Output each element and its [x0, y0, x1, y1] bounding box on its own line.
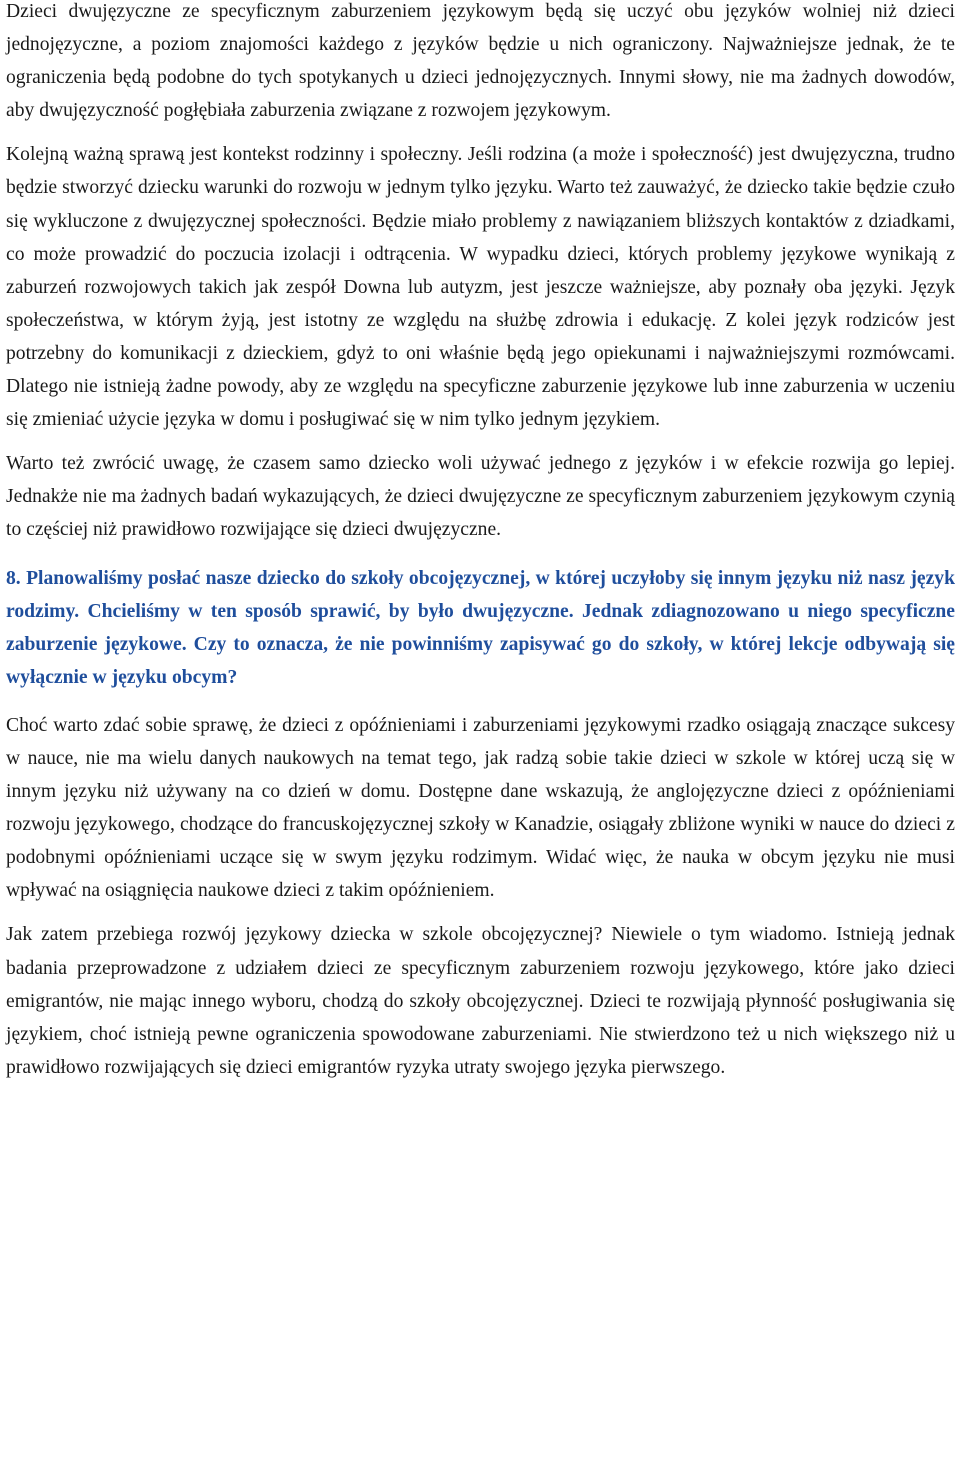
paragraph: Kolejną ważną sprawą jest kontekst rodzinny i społeczny. Jeśli rodzina (a może i społeczność) jest dwujęzyczna, trudno będzie stworzyć dziecku warunki do rozwoju w jednym tylko języku. Warto też zauważyć, że dziecko takie będzie czuło się wykluczone z dwujęzycznej społeczności. Będzie miało problemy z nawiązaniem bliższych kontaktów z dziadkami, co może prowadzić do poczucia izolacji i odtrącenia. W wypadku dzieci, których problemy językowe wynikają z zaburzeń rozwojowych takich jak zespół Downa lub autyzm, jest jeszcze ważniejsze, aby poznały oba języki. Język społeczeństwa, w którym żyją, jest istotny ze względu na służbę zdrowia i edukację. Z kolei język rodziców jest potrzebny do komunikacji z dzieckiem, gdyż to oni właśnie będą jego opiekunami i najważniejszymi rozmówcami. Dlatego nie istnieją żadne powody, aby ze względu na specyficzne zaburzenie językowe lub inne zaburzenia w uczeniu się zmieniać użycie języka w domu i posługiwać się w nim tylko jednym językiem.: [6, 144, 955, 431]
question-heading: 8. Planowaliśmy posłać nasze dziecko do szkoły obcojęzycznej, w której uczyłoby się innym języku niż nasz język rodzimy. Chcieliśmy w ten sposób sprawić, by było dwujęzyczne. Jednak zdiagnozowano u niego specyficzne zaburzenie językowe. Czy to oznacza, że nie powinniśmy zapisywać go do szkoły, w której lekcje odbywają się wyłącznie w języku obcym?: [6, 567, 955, 688]
paragraph: Dzieci dwujęzyczne ze specyficznym zaburzeniem językowym będą się uczyć obu języków wolniej niż dzieci jednojęzyczne, a poziom znajomości każdego z języków będzie u nich ograniczony. Najważniejsze jednak, że te ograniczenia będą podobne do tych spotykanych u dzieci jednojęzycznych. Innymi słowy, nie ma żadnych dowodów, aby dwujęzyczność pogłębiała zaburzenia związane z rozwojem językowym.: [6, 1, 955, 122]
answer-paragraph: Jak zatem przebiega rozwój językowy dziecka w szkole obcojęzycznej? Niewiele o tym wiadomo. Istnieją jednak badania przeprowadzone z udziałem dzieci ze specyficznym zaburzeniem rozwoju językowego, które jako dzieci emigrantów, nie mając innego wyboru, chodzą do szkoły obcojęzycznej. Dzieci te rozwijają płynność posługiwania się językiem, choć istnieją pewne ograniczenia spowodowane zaburzeniami. Nie stwierdzono też u nich większego niż u prawidłowo rozwijających się dzieci emigrantów ryzyka utraty swojego języka pierwszego.: [6, 924, 955, 1078]
paragraph: Warto też zwrócić uwagę, że czasem samo dziecko woli używać jednego z języków i w efekcie rozwija go lepiej. Jednakże nie ma żadnych badań wykazujących, że dzieci dwujęzyczne ze specyficznym zaburzeniem językowym czynią to częściej niż prawidłowo rozwijające się dzieci dwujęzyczne.: [6, 453, 955, 541]
answer-paragraph: Choć warto zdać sobie sprawę, że dzieci z opóźnieniami i zaburzeniami językowymi rzadko osiągają znaczące sukcesy w nauce, nie ma wielu danych naukowych na temat tego, jak radzą sobie takie dzieci w szkole w której uczą się w innym języku niż używany na co dzień w domu. Dostępne dane wskazują, że anglojęzyczne dzieci z opóźnieniami rozwoju językowego, chodzące do francuskojęzycznej szkoły w Kanadzie, osiągały zbliżone wyniki w nauce do dzieci z podobnymi opóźnieniami uczące się w swym języku rodzimym. Widać więc, że nauka w obcym języku nie musi wpływać na osiągnięcia naukowe dzieci z takim opóźnieniem.: [6, 714, 955, 902]
